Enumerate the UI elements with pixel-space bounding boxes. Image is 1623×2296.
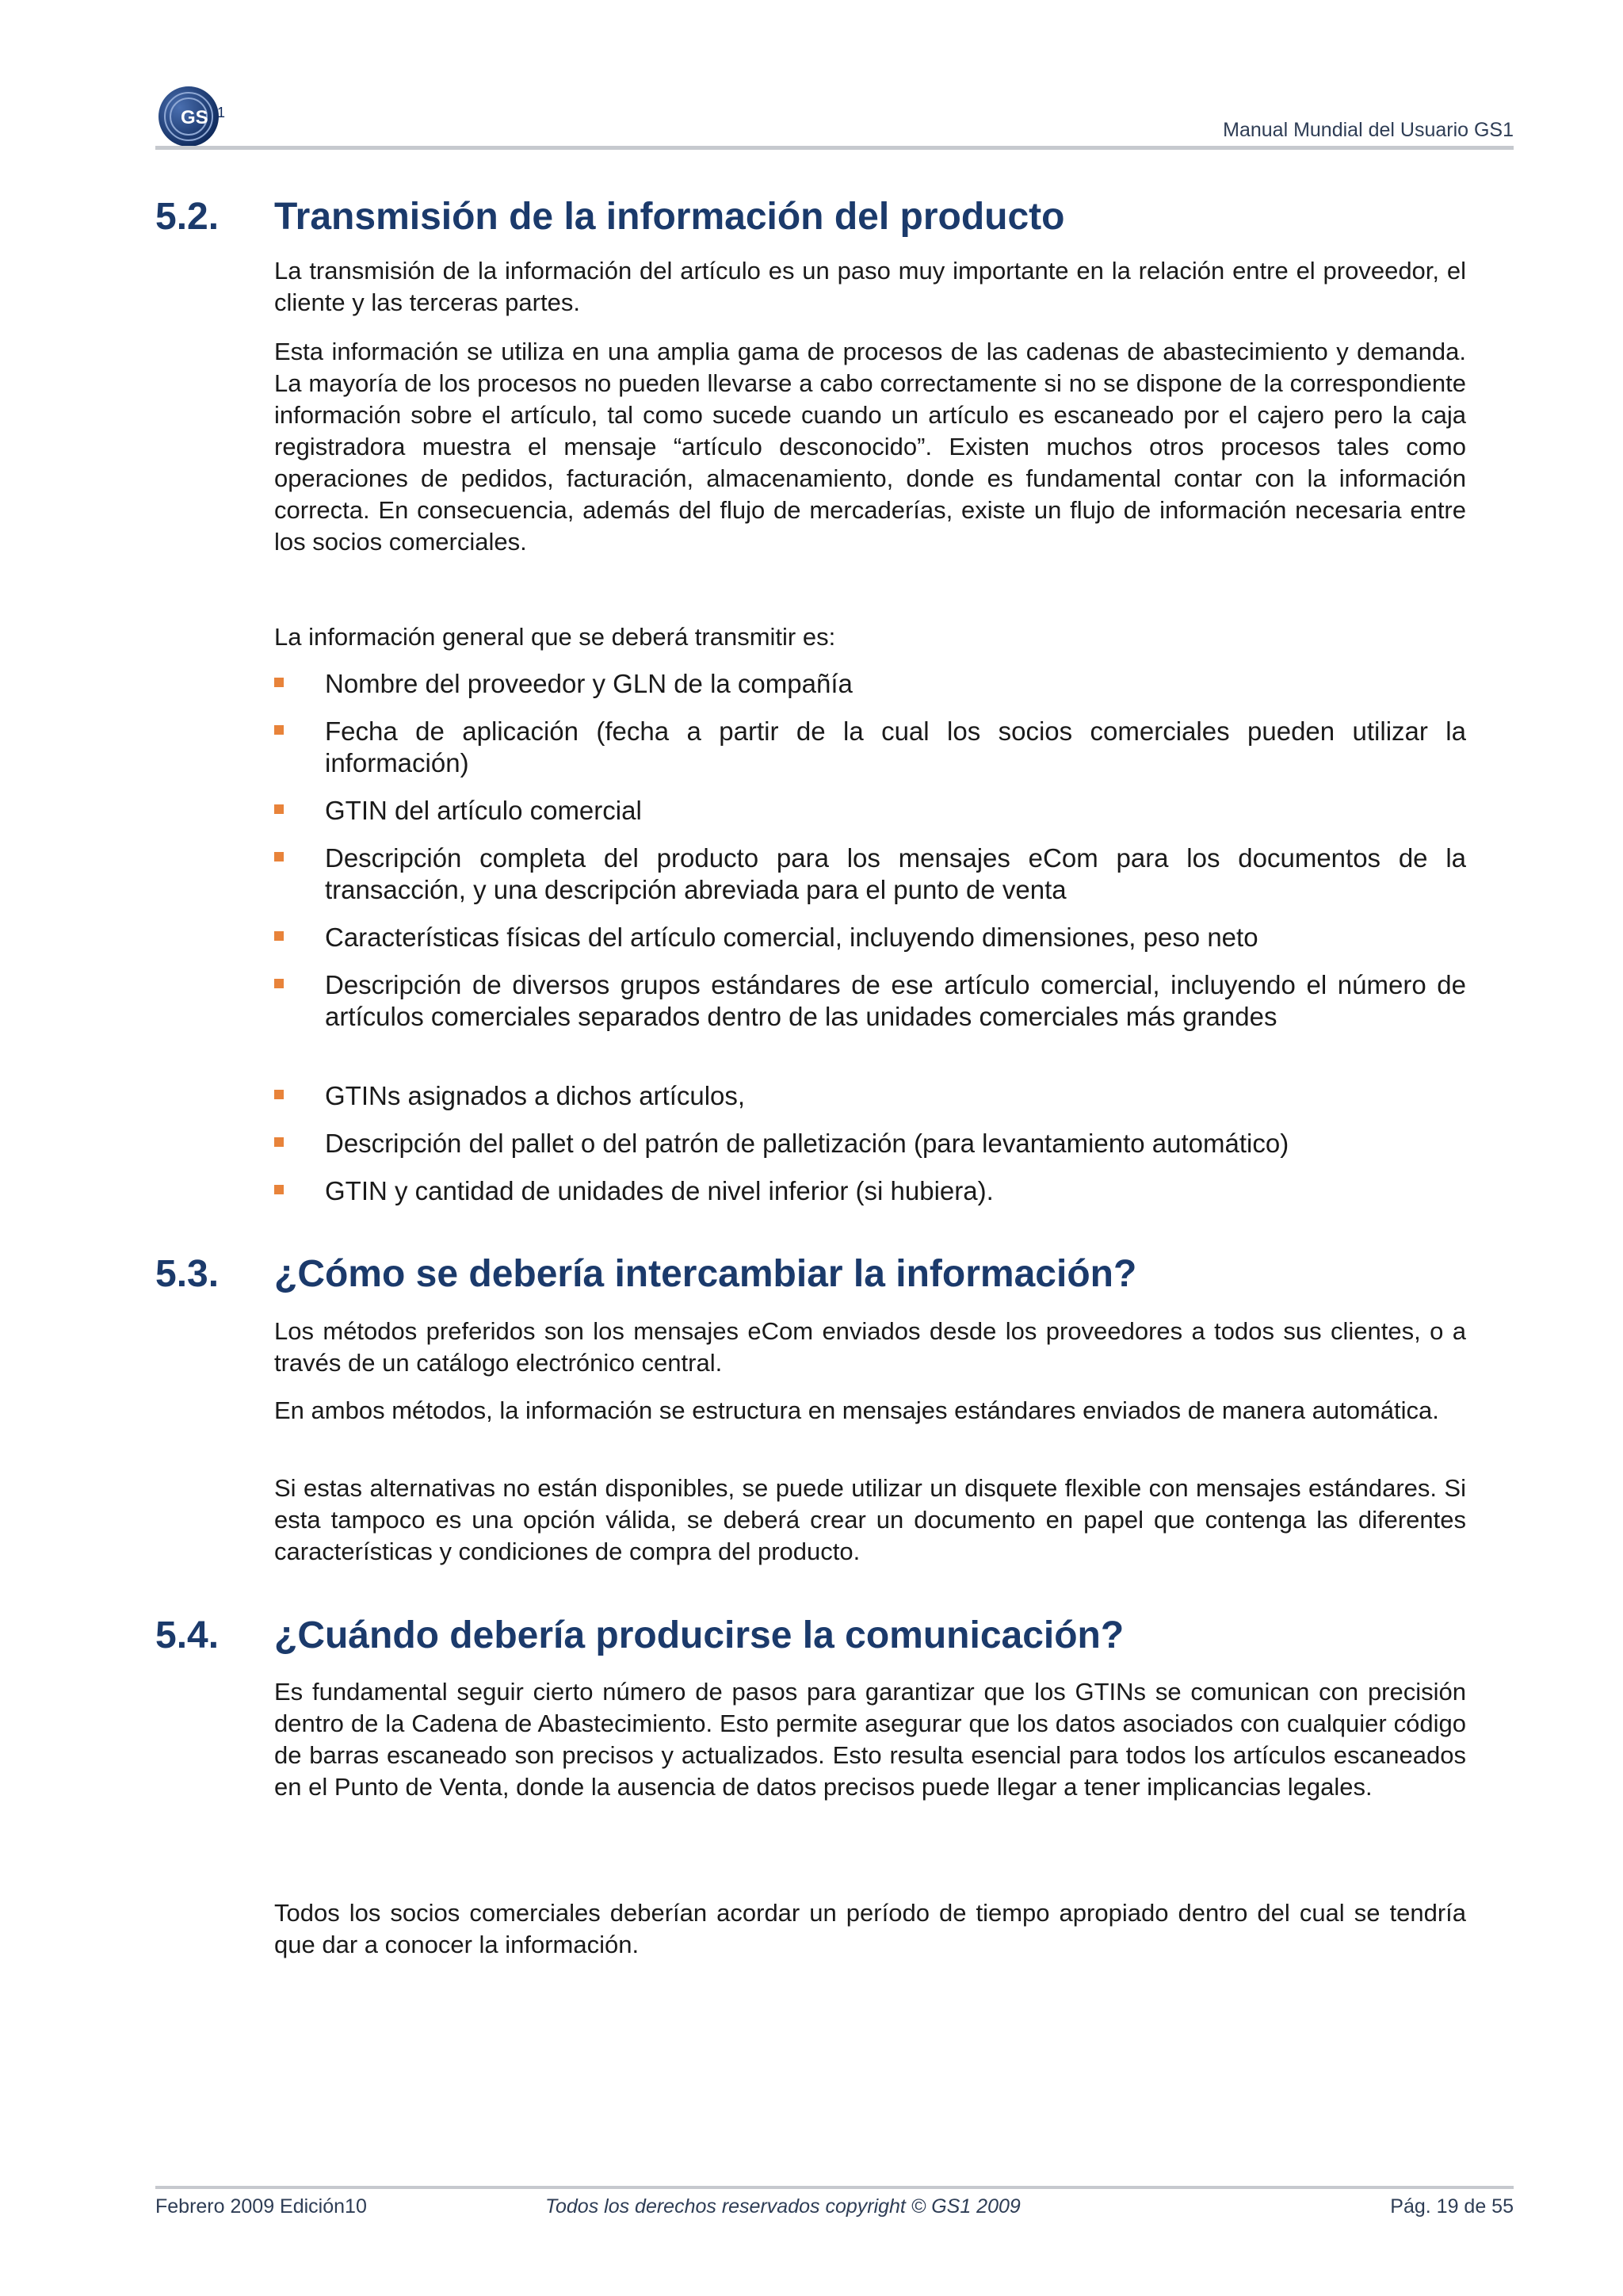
paragraph: Todos los socios comerciales deberían acordar un período de tiempo apropiado dentro del cual se tendría que dar a conocer la información. (274, 1899, 1466, 1958)
section-title: Transmisión de la información del producto (274, 196, 1065, 238)
header-title: Manual Mundial del Usuario GS1 (1223, 119, 1514, 141)
paragraph: Si estas alternativas no están disponibles, se puede utilizar un disquete flexible con mensajes estándares. Si esta tampoco es una opción válida, se deberá crear un documento en papel que contenga las diferentes características y condiciones de compra del producto. (274, 1474, 1466, 1565)
paragraph: La información general que se deberá transmitir es: (274, 623, 836, 651)
section-title: ¿Cómo se debería intercambiar la información? (274, 1253, 1137, 1295)
list-item: GTIN del artículo comercial (274, 795, 1466, 827)
list-item: Descripción del pallet o del patrón de palletización (para levantamiento automático) (274, 1128, 1466, 1159)
svg-text:1: 1 (217, 105, 226, 120)
paragraph: Es fundamental seguir cierto número de pasos para garantizar que los GTINs se comunican con precisión dentro de la Cadena de Abastecimiento. Esto permite asegurar que los datos asociados con cualquier código de barras escaneado son precisos y actualizados. Esto resulta esencial para todos los artículos escaneados en el Punto de Venta, donde la ausencia de datos precisos puede llegar a tener implicancias legales. (274, 1678, 1466, 1801)
bullet-square-icon (274, 725, 284, 735)
footer-copyright: Todos los derechos reservados copyright © GS1 2009 (545, 2195, 1021, 2218)
list-item: Características físicas del artículo comercial, incluyendo dimensiones, peso neto (274, 922, 1466, 953)
paragraph: Los métodos preferidos son los mensajes eCom enviados desde los proveedores a todos sus clientes, o a través de un catálogo electrónico central. (274, 1317, 1466, 1377)
bullet-square-icon (274, 1185, 284, 1194)
section-number: 5.3. (155, 1253, 220, 1295)
section-number: 5.2. (155, 196, 220, 238)
list-item: Descripción de diversos grupos estándares de ese artículo comercial, incluyendo el número de artículos comerciales separados dentro de las unidades comerciales más grandes (274, 969, 1466, 1033)
paragraph: En ambos métodos, la información se estructura en mensajes estándares enviados de manera automática. (274, 1396, 1439, 1424)
footer-edition: Febrero 2009 Edición10 (155, 2195, 367, 2218)
bullet-square-icon (274, 804, 284, 814)
page-header (155, 73, 1514, 152)
bullet-square-icon (274, 678, 284, 687)
bullet-square-icon (274, 852, 284, 861)
paragraph: La transmisión de la información del artículo es un paso muy importante en la relación entre el proveedor, el cliente y las terceras partes. (274, 257, 1466, 316)
page-number: Pág. 19 de 55 (1390, 2195, 1514, 2218)
list-item: Descripción completa del producto para los mensajes eCom para los documentos de la transacción, y una descripción abreviada para el punto de venta (274, 842, 1466, 906)
section-title: ¿Cuándo debería producirse la comunicación? (274, 1614, 1125, 1656)
header-divider (155, 146, 1514, 150)
section-number: 5.4. (155, 1614, 220, 1656)
gs1-logo (155, 81, 227, 152)
list-item: Nombre del proveedor y GLN de la compañía (274, 668, 1466, 700)
bullet-square-icon (274, 931, 284, 941)
list-item: Fecha de aplicación (fecha a partir de la cual los socios comerciales pueden utilizar la información) (274, 716, 1466, 779)
bullet-square-icon (274, 1137, 284, 1147)
svg-text:GS: GS (181, 107, 208, 128)
bullet-square-icon (274, 1090, 284, 1099)
list-item: GTINs asignados a dichos artículos, (274, 1080, 1466, 1112)
list-item: GTIN y cantidad de unidades de nivel inferior (si hubiera). (274, 1175, 1466, 1207)
footer-divider (155, 2186, 1514, 2189)
bullet-square-icon (274, 979, 284, 988)
paragraph: Esta información se utiliza en una amplia gama de procesos de las cadenas de abastecimiento y demanda. La mayoría de los procesos no pueden llevarse a cabo correctamente si no se dispone de la correspondiente información sobre el artículo, tal como sucede cuando un artículo es escaneado por el cajero pero la caja registradora muestra el mensaje “artículo desconocido”. Existen muchos otros procesos tales como operaciones de pedidos, facturación, almacenamiento, donde es fundamental contar con la información correcta. En consecuencia, además del flujo de mercaderías, existe un flujo de información necesaria entre los socios comerciales. (274, 338, 1466, 556)
